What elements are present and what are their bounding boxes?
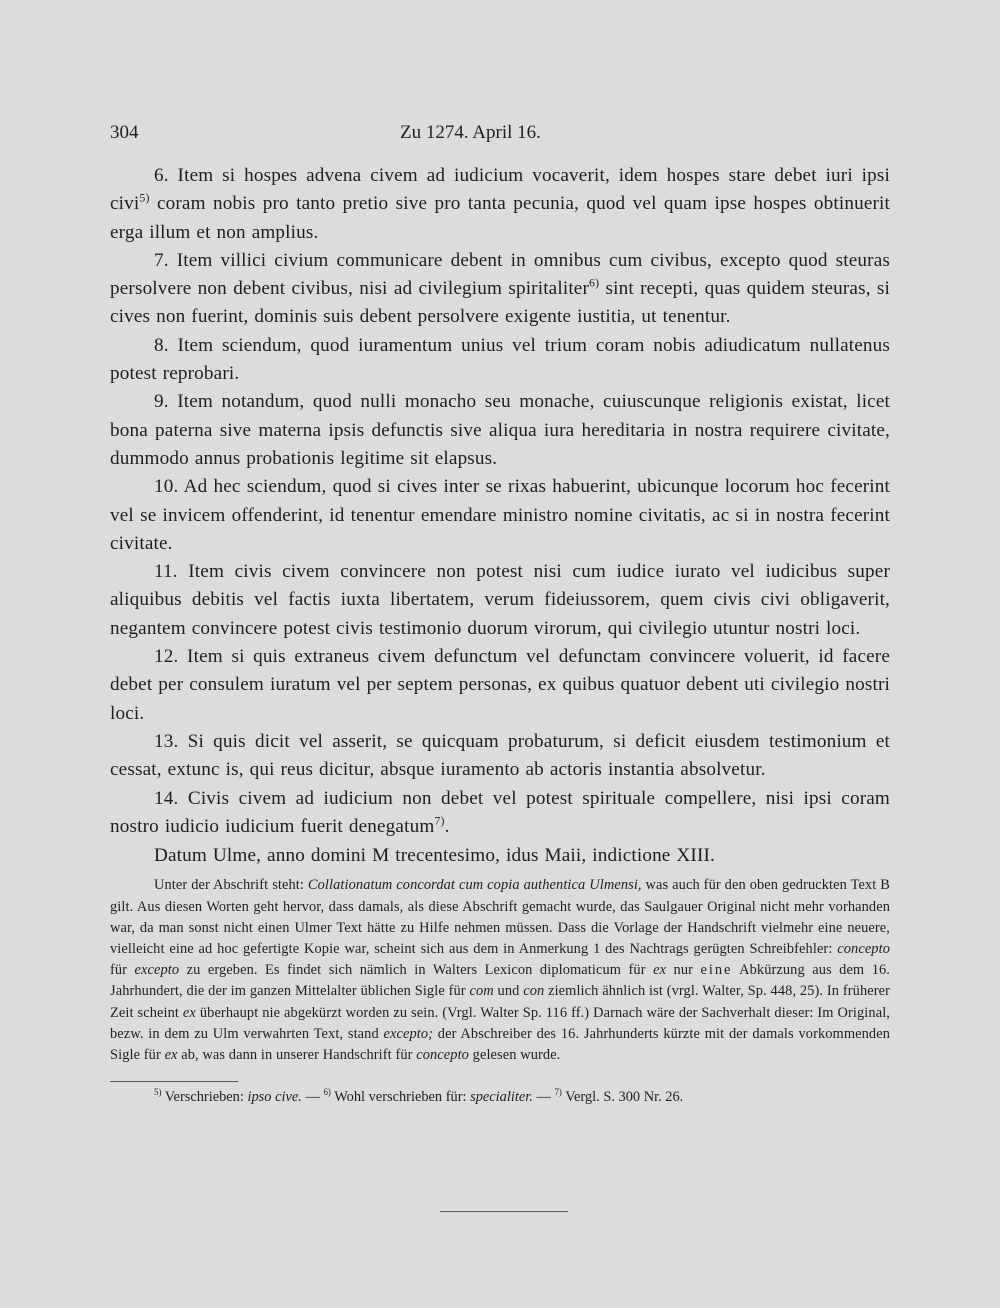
footnote-separator: — <box>301 1088 324 1105</box>
footnote-ref-7: 7) <box>434 813 445 828</box>
note-text: nur <box>666 962 701 979</box>
note-italic: excepto; <box>383 1025 434 1042</box>
paragraph-8: 8. Item sciendum, quod iuramentum unius vel trium coram nobis adiudicatum nullatenus potest reprobari. <box>110 334 890 385</box>
editorial-note <box>110 875 890 1066</box>
note-text: Abkürzung aus dem 16. Jahrhundert, die der im ganzen Mittelalter üblichen Sigle für <box>110 962 890 1000</box>
footnote-separator: — <box>532 1088 555 1105</box>
note-text: überhaupt nie abgekürzt worden zu sein. (Vrgl. Walter Sp. 116 ff.) Darnach wäre der Sachverhalt dieser: Im Original, bezw. in dem zu Ulm verwahrten Text, stand <box>110 1004 890 1042</box>
note-italic: com <box>469 983 494 1000</box>
paragraph-text: . <box>444 815 450 837</box>
note-spaced: eine <box>700 962 733 979</box>
page-number: 304 <box>110 122 139 143</box>
note-italic: ex <box>182 1004 196 1021</box>
paragraph-10: 10. Ad hec sciendum, quod si cives inter se rixas habuerint, ubicunque locorum hoc fecerint vel se invicem offenderint, id tenentur emendare ministro nomine civitatis, ac si in nostra fecerint civitate. <box>110 476 890 554</box>
paragraph-12: 12. Item si quis extraneus civem defunctum vel defunctam convincere voluerit, id facere debet per consulem iuratum vel per septem personas, ex quibus quatuor debent uti civilegio nostri loci. <box>110 646 890 724</box>
footnote-italic: ipso cive. <box>247 1088 302 1105</box>
paragraph-text: 7. Item villici civium communicare debent in omnibus cum civibus, excepto quod steuras persolvere non debent civibus, nisi ad civilegium spiritaliter <box>110 249 890 300</box>
footnotes <box>110 1087 890 1107</box>
paragraph-14 <box>110 785 890 842</box>
note-text: ziemlich ähnlich ist (vrgl. Walter, Sp. 448, 25). In früherer Zeit scheint <box>110 983 891 1021</box>
paragraph-text: coram nobis pro tanto pretio sive pro tanta pecunia, quod vel quam ipse hospes obtinuerit erga illum et non amplius. <box>110 193 890 243</box>
paragraph-9: 9. Item notandum, quod nulli monacho seu monache, cuiuscunque religionis existat, licet bona paterna sive materna ipsis defunctis sive aliqua iura hereditaria in nostra requirere civitate, dummodo annus probationis legitime sit elapsus. <box>110 391 890 469</box>
footnote-text: Vergl. S. 300 Nr. 26. <box>561 1088 684 1105</box>
note-text: der Abschreiber des 16. Jahrhunderts kürzte mit der damals vorkommenden Sigle für <box>110 1025 891 1064</box>
footnote-marker-7: 7) <box>554 1086 562 1097</box>
paragraph-6 <box>110 162 890 247</box>
note-italic: concepto <box>416 1047 469 1064</box>
running-head: Zu 1274. April 16. <box>400 122 541 143</box>
datum-line: Datum Ulme, anno domini M trecentesimo, idus Maii, indictione XIII. <box>154 845 715 867</box>
paragraph-text: sint recepti, quas quidem steuras, si cives non fuerint, dominis suis debent persolvere exigente iustitia, ut tenentur. <box>110 278 891 328</box>
note-italic: Collationatum concordat cum copia authentica Ulmensi, <box>307 877 642 894</box>
footnote-text: Verschrieben: <box>161 1088 248 1105</box>
note-italic: excepto <box>134 962 180 979</box>
note-italic: concepto <box>837 941 890 958</box>
note-text: zu ergeben. Es findet sich nämlich in Walters Lexicon diplomaticum für <box>179 962 654 979</box>
footnote-marker-6: 6) <box>323 1086 331 1097</box>
paragraph-text: 14. Civis civem ad iudicium non debet vel potest spirituale compellere, nisi ipsi coram nostro iudicio iudicium fuerit denegatum <box>110 787 890 837</box>
footnote-text: Wohl verschrieben für: <box>330 1088 471 1105</box>
paragraph-7 <box>110 247 890 332</box>
note-italic: con <box>523 983 545 1000</box>
paragraph-13: 13. Si quis dicit vel asserit, se quicquam probaturum, si deficit eiusdem testimonium et cessat, extunc is, qui reus dicitur, absque iuramento ab actoris instantia absolvetur. <box>110 730 890 781</box>
note-italic: ex <box>164 1047 178 1064</box>
end-rule <box>440 1211 568 1212</box>
note-text: was auch für den oben gedruckten Text B gilt. Aus diesen Worten geht hervor, dass damals, als diese Abschrift gemacht wurde, das Saulgauer Original nicht mehr vorhanden war, da man sonst nicht einen Ulmer Text hätte zu Hilfe nehmen müssen. Dass die Vorlage der Handschrift vielmehr eine neuere, vielleicht eine ad hoc gefertigte Kopie war, scheint sich aus dem in Anmerkung 1 des Nachtrags gerügten Schreibfehler: <box>110 877 891 958</box>
note-text: ab, was dann in unserer Handschrift für <box>177 1047 417 1064</box>
page-header <box>110 122 890 152</box>
footnote-divider <box>110 1081 238 1082</box>
document-body <box>110 162 890 1107</box>
note-text: und <box>493 983 524 1000</box>
footnote-marker-5: 5) <box>154 1086 162 1097</box>
paragraph-text: 6. Item si hospes advena civem ad iudicium vocaverit, idem hospes stare debet iuri ipsi civi <box>110 165 890 215</box>
footnote-ref-6: 6) <box>589 275 600 290</box>
note-text: gelesen wurde. <box>468 1047 561 1064</box>
footnote-ref-5: 5) <box>139 190 150 205</box>
note-italic: ex <box>653 962 667 979</box>
footnote-italic: specialiter. <box>470 1088 533 1105</box>
note-text: Unter der Abschrift steht: <box>154 877 308 894</box>
note-text: für <box>110 962 135 979</box>
paragraph-11: 11. Item civis civem convincere non potest nisi cum iudice iurato vel iudicibus super aliquibus debitis vel factis iuxta libertatem, verum fideiussorem, quem civis civi obligaverit, negantem convincere potest civis testimonio duorum virorum, qui civilegio utuntur nostri loci. <box>110 561 890 639</box>
